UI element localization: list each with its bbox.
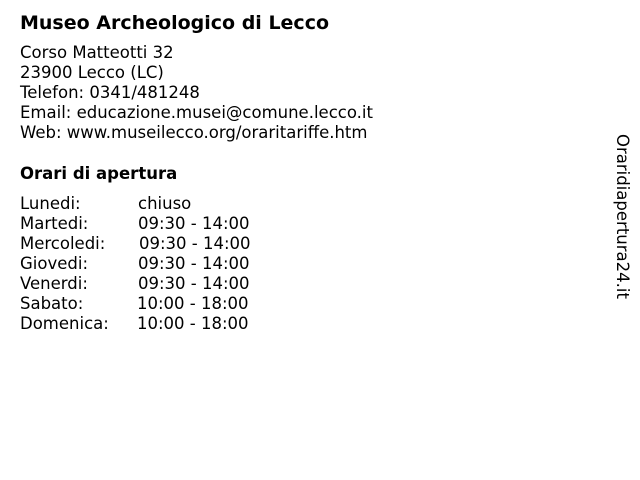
time-value: 09:30 - 14:00 — [138, 254, 250, 273]
day-label: Lunedi: — [20, 194, 81, 213]
day-label: Venerdi: — [20, 274, 88, 293]
brand-watermark — [612, 134, 632, 309]
address-block — [20, 43, 373, 143]
day-label: Sabato: — [20, 294, 84, 313]
street-address: Corso Matteotti 32 — [20, 43, 174, 62]
time-value: 10:00 - 18:00 — [137, 294, 249, 313]
page-title: Museo Archeologico di Lecco — [20, 12, 330, 34]
time-value: 10:00 - 18:00 — [137, 314, 249, 333]
website-address: Web: www.museilecco.org/oraritariffe.htm — [20, 123, 368, 142]
day-label: Mercoledi: — [20, 234, 106, 253]
city-postcode: 23900 Lecco (LC) — [20, 63, 164, 82]
day-label: Giovedi: — [20, 254, 88, 273]
phone-number: Telefon: 0341/481248 — [20, 83, 200, 102]
email-address: Email: educazione.musei@comune.lecco.it — [20, 103, 373, 122]
time-value: 09:30 - 14:00 — [138, 274, 250, 293]
time-value: 09:30 - 14:00 — [139, 234, 251, 253]
day-label: Domenica: — [20, 314, 109, 333]
time-value: chiuso — [138, 194, 192, 213]
day-label: Martedi: — [20, 214, 89, 233]
opening-hours-heading: Orari di apertura — [20, 164, 178, 183]
time-value: 09:30 - 14:00 — [138, 214, 250, 233]
brand-text: Oraridiapertura24.it — [613, 134, 632, 299]
